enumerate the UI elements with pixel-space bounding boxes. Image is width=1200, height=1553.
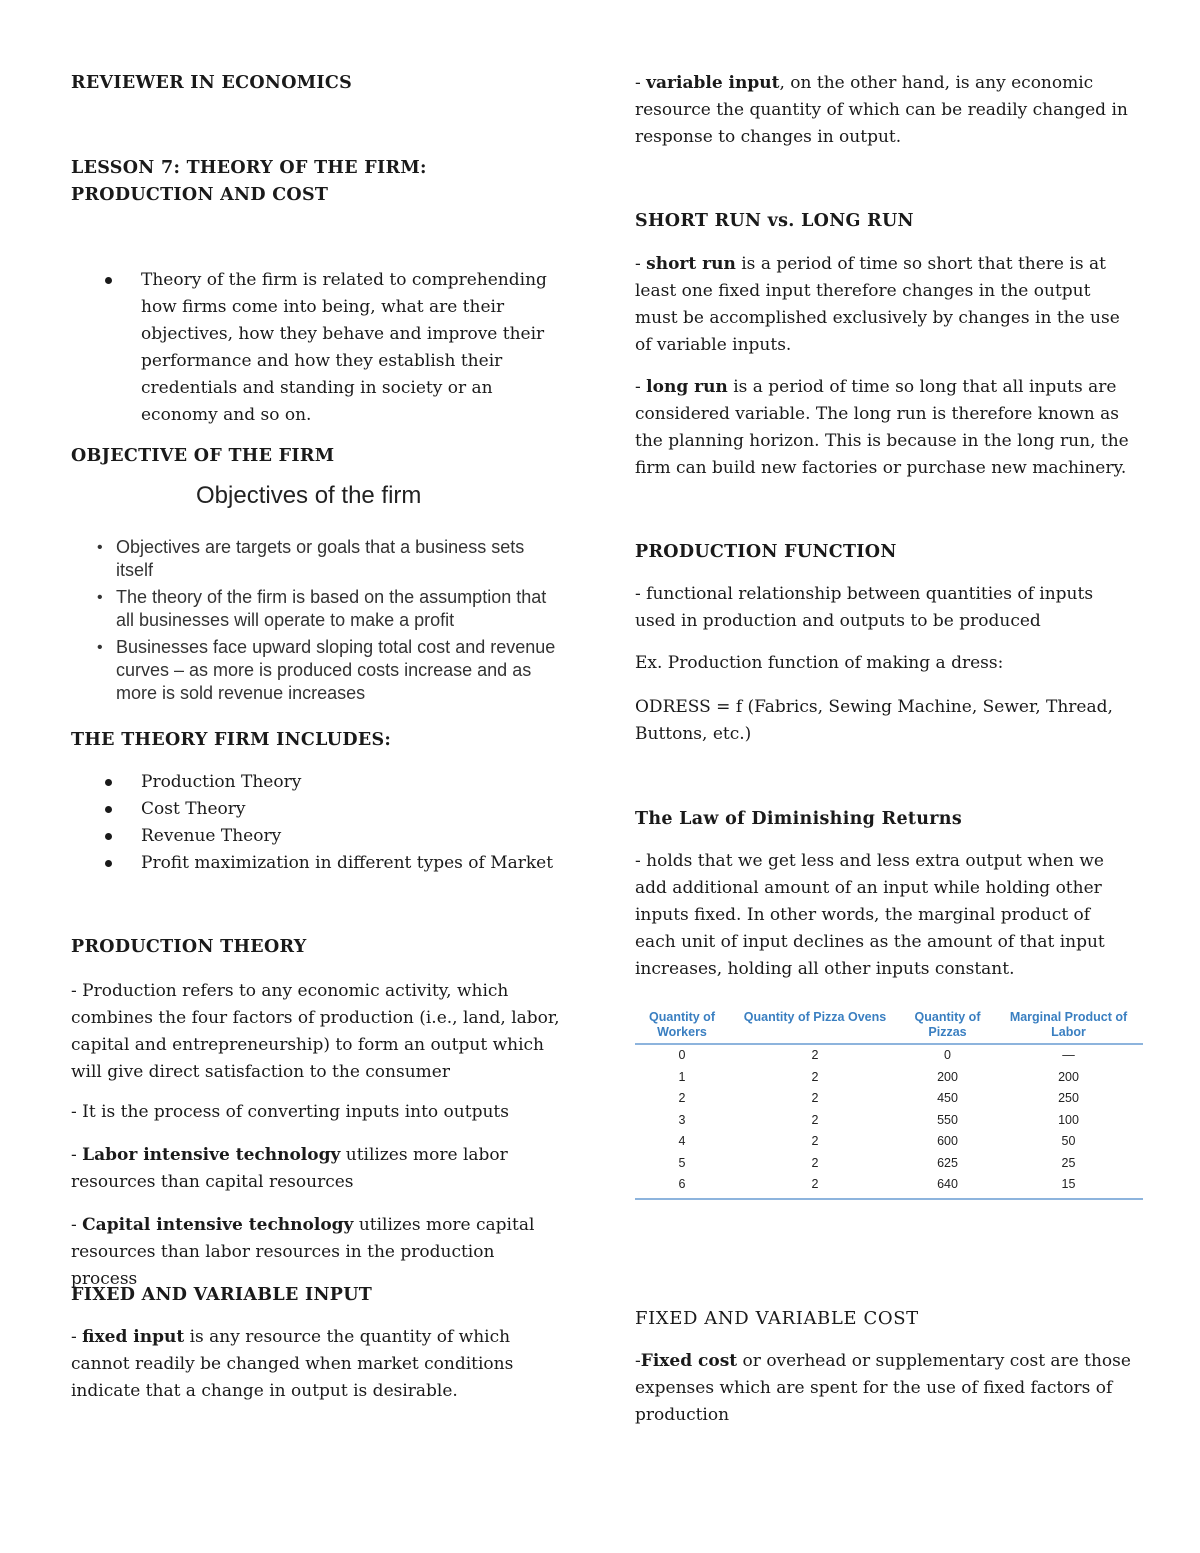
table-cell: 2 <box>678 1091 686 1105</box>
fixed-input-paragraph: - fixed input is any resource the quantity of which cannot readily be changed when market conditions indicate that a change in output is desirable. <box>71 1327 514 1401</box>
capital-intensive-term: Capital intensive technology <box>82 1215 354 1235</box>
table-cell: 0 <box>678 1048 686 1062</box>
production-paragraph-1: - Production refers to any economic activity, which combines the four factors of production (i.e., land, labor, capital and entrepreneurship) to form an output which will give direct satisfaction to the consumer <box>71 981 560 1082</box>
objectives-slide-image <box>83 478 563 710</box>
production-function-heading: PRODUCTION FUNCTION <box>635 542 897 562</box>
table-row <box>635 1153 1143 1175</box>
table-row <box>635 1045 1143 1067</box>
table-cell: 640 <box>937 1177 958 1191</box>
variable-input-paragraph: - variable input, on the other hand, is any economic resource the quantity of which can be readily changed in response to changes in output. <box>635 73 1128 147</box>
table-bottom-rule <box>635 1198 1143 1200</box>
production-function-example: Ex. Production function of making a dress: <box>635 653 1004 673</box>
table-cell: 600 <box>937 1134 958 1148</box>
slide-bullet: • Objectives are targets or goals that a business sets itself <box>91 536 561 582</box>
table-header: Marginal Product of Labor <box>1009 1010 1128 1039</box>
intro-list <box>71 267 551 429</box>
production-function-paragraph-1: - functional relationship between quantities of inputs used in production and outputs to be produced <box>635 584 1094 631</box>
short-run-term: short run <box>646 254 736 274</box>
table-cell: 2 <box>811 1177 819 1191</box>
table-header-row <box>635 1010 1143 1045</box>
table-cell: 2 <box>811 1112 819 1127</box>
production-function-formula: ODRESS = f (Fabrics, Sewing Machine, Sewer, Thread, Buttons, etc.) <box>635 697 1113 744</box>
table-row <box>635 1088 1143 1110</box>
table-cell: 2 <box>811 1091 819 1105</box>
labor-intensive-paragraph: - Labor intensive technology utilizes more labor resources than capital resources <box>71 1145 508 1192</box>
production-paragraph-2: - It is the process of converting inputs into outputs <box>71 1102 509 1122</box>
table-row <box>635 1110 1143 1132</box>
table-cell: 250 <box>1058 1091 1079 1105</box>
fixed-cost-term: Fixed cost <box>640 1351 738 1371</box>
table-cell: 25 <box>1061 1155 1076 1170</box>
table-row <box>635 1067 1143 1089</box>
short-long-heading: SHORT RUN vs. LONG RUN <box>635 211 914 231</box>
includes-item: Production Theory <box>71 769 566 796</box>
includes-item: Cost Theory <box>71 796 566 823</box>
short-run-paragraph: - short run is a period of time so short that there is at least one fixed input therefore changes in the output must be accomplished exclusively by changes in the use of variable inputs. <box>635 254 1120 355</box>
table-cell: 450 <box>937 1091 958 1105</box>
pizza-production-table <box>635 1010 1143 1200</box>
table-cell: 2 <box>811 1134 819 1148</box>
table-cell: 6 <box>678 1177 686 1191</box>
table-cell: 15 <box>1061 1177 1076 1191</box>
objective-heading: OBJECTIVE OF THE FIRM <box>71 446 335 466</box>
table-body <box>635 1045 1143 1196</box>
fixed-cost-paragraph: -Fixed cost or overhead or supplementary cost are those expenses which are spent for the use of fixed factors of production <box>635 1351 1131 1425</box>
table-row <box>635 1131 1143 1153</box>
table-row <box>635 1174 1143 1196</box>
table-header: Quantity of Pizzas <box>914 1010 981 1039</box>
table-cell: 200 <box>937 1069 958 1084</box>
includes-item: Revenue Theory <box>71 823 566 850</box>
fixed-variable-input-heading: FIXED AND VARIABLE INPUT <box>71 1285 373 1305</box>
table-cell: 1 <box>678 1069 686 1084</box>
table-cell: 4 <box>678 1134 686 1148</box>
table-cell: 200 <box>1058 1069 1079 1084</box>
table-cell: 3 <box>678 1112 686 1127</box>
slide-bullets <box>91 536 561 709</box>
includes-heading: THE THEORY FIRM INCLUDES: <box>71 730 392 750</box>
table-cell: 5 <box>678 1155 686 1170</box>
table-cell: 2 <box>811 1069 819 1084</box>
table-cell: 2 <box>811 1048 819 1062</box>
table-cell: 0 <box>944 1048 951 1062</box>
production-heading: PRODUCTION THEORY <box>71 937 307 957</box>
intro-bullet: Theory of the firm is related to comprehending how firms come into being, what are their objectives, how they behave and improve their performance and how they establish their credentials and standing in society or an economy and so on. <box>71 267 551 429</box>
table-cell: 550 <box>937 1112 958 1127</box>
variable-input-term: variable input <box>646 73 780 93</box>
includes-list <box>71 769 566 877</box>
lesson-title-line1: LESSON 7: THEORY OF THE FIRM: <box>71 158 427 178</box>
document-title: REVIEWER IN ECONOMICS <box>71 73 353 93</box>
law-diminishing-returns-paragraph: - holds that we get less and less extra output when we add additional amount of an input while holding other inputs fixed. In other words, the marginal product of each unit of input declines as the amount of that input increases, holding all other inputs constant. <box>635 851 1105 979</box>
lesson-title-line2: PRODUCTION AND COST <box>71 185 329 205</box>
table-header: Quantity of Pizza Ovens <box>743 1010 887 1024</box>
capital-intensive-paragraph: - Capital intensive technology utilizes more capital resources than labor resources in the production process <box>71 1215 535 1289</box>
long-run-paragraph: - long run is a period of time so long that all inputs are considered variable. The long run is therefore known as the planning horizon. This is because in the long run, the firm can build new factories or purchase new machinery. <box>635 377 1129 478</box>
labor-intensive-term: Labor intensive technology <box>82 1145 341 1165</box>
fixed-input-term: fixed input <box>82 1327 185 1347</box>
table-cell: 100 <box>1058 1112 1079 1127</box>
includes-item: Profit maximization in different types of Market <box>71 850 566 877</box>
table-cell: — <box>1062 1048 1075 1062</box>
table-header: Quantity of Workers <box>649 1010 715 1039</box>
long-run-term: long run <box>646 377 728 397</box>
table-cell: 50 <box>1061 1134 1076 1148</box>
table-cell: 2 <box>811 1155 819 1170</box>
table-cell: 625 <box>937 1155 958 1170</box>
slide-bullet: • Businesses face upward sloping total cost and revenue curves – as more is produced costs increase and as more is sold revenue increases <box>91 636 561 705</box>
slide-bullet: • The theory of the firm is based on the assumption that all businesses will operate to make a profit <box>91 586 561 632</box>
slide-title: Objectives of the firm <box>196 482 422 509</box>
fixed-variable-cost-heading: FIXED AND VARIABLE COST <box>635 1308 919 1329</box>
law-diminishing-returns-heading: The Law of Diminishing Returns <box>635 809 962 829</box>
